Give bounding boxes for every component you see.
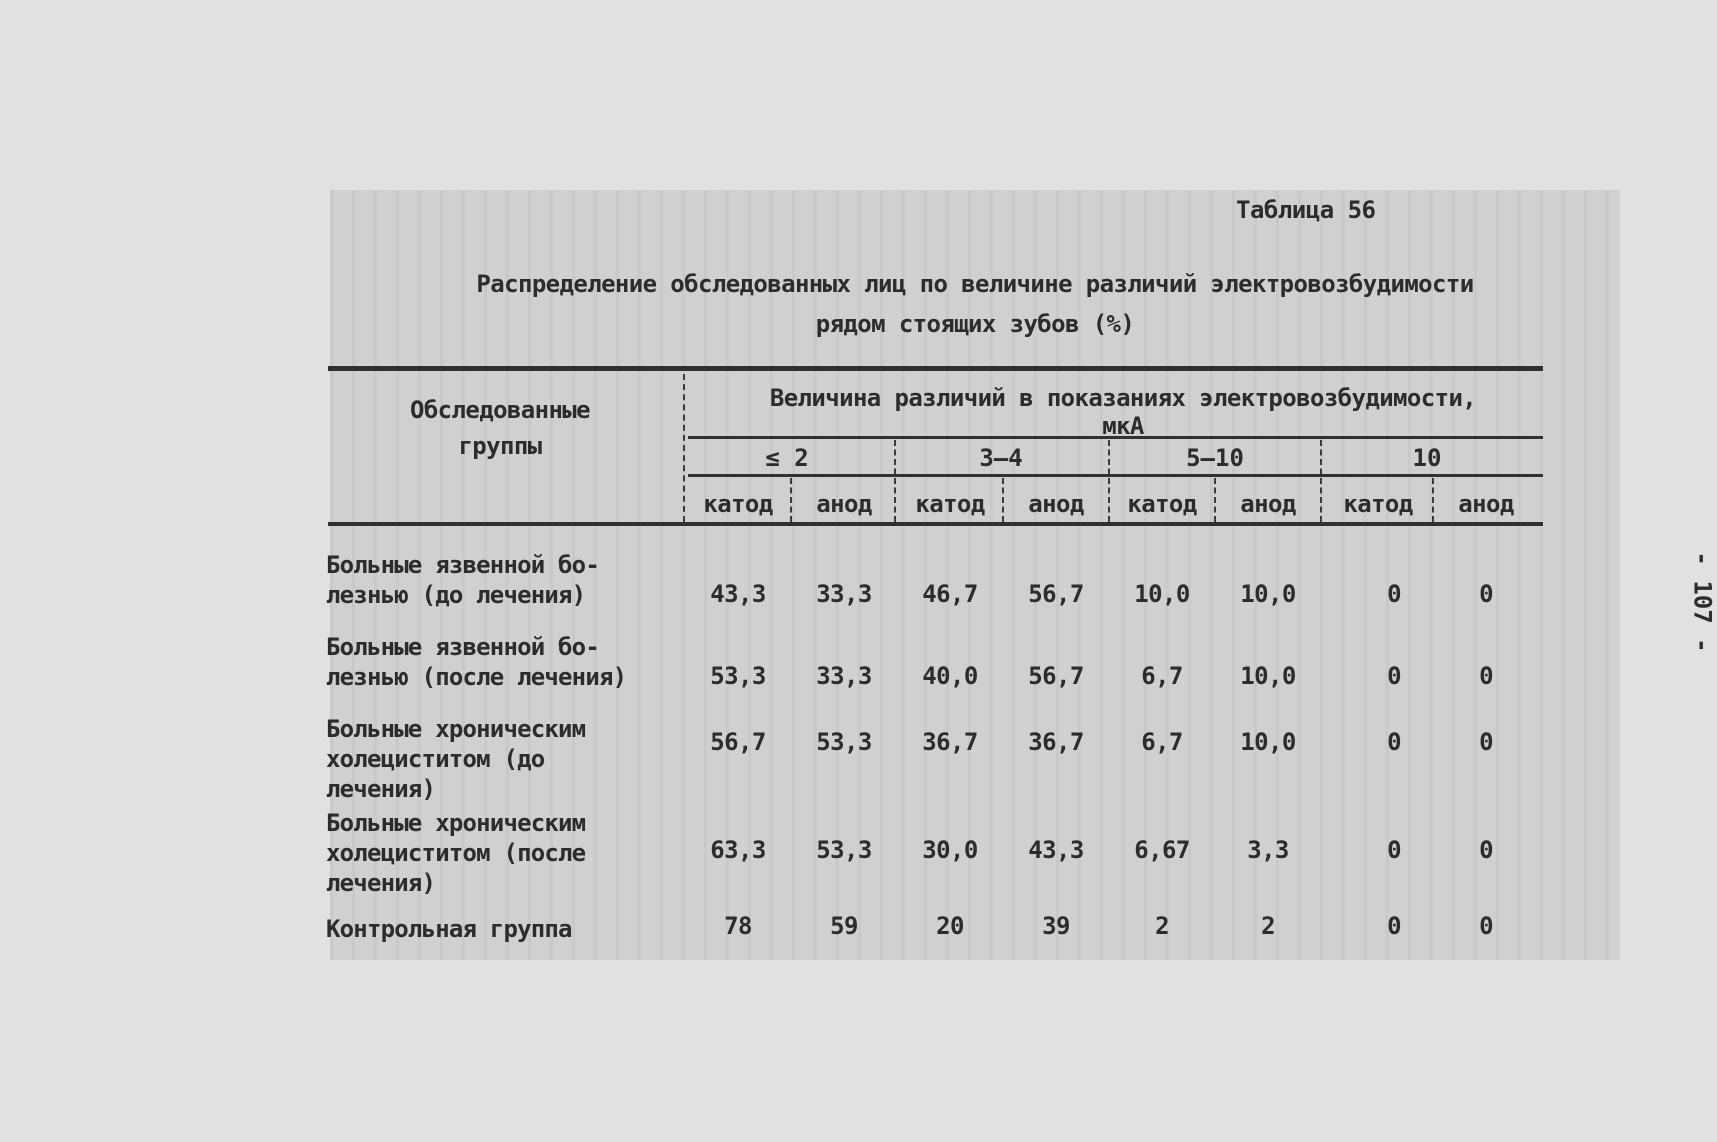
table-cell: 40,0 bbox=[922, 662, 978, 690]
subcol-header: катод bbox=[915, 490, 985, 518]
main-column-header: Величина различий в показаниях электровозбудимости, мкА bbox=[769, 384, 1477, 440]
table-cell: 30,0 bbox=[922, 836, 978, 864]
table-cell: 0 bbox=[1387, 728, 1401, 756]
table-cell: 36,7 bbox=[1028, 728, 1084, 756]
table-cell: 0 bbox=[1479, 580, 1493, 608]
range-header: 5–10 bbox=[1186, 444, 1244, 472]
header-bottom-rule bbox=[328, 522, 1543, 526]
table-cell: 56,7 bbox=[1028, 662, 1084, 690]
range-header: 3–4 bbox=[979, 444, 1023, 472]
table-cell: 10,0 bbox=[1134, 580, 1190, 608]
table-cell: 43,3 bbox=[1028, 836, 1084, 864]
row-label: Больные хроническим холециститом (после лечения) bbox=[326, 809, 586, 897]
table-cell: 56,7 bbox=[1028, 580, 1084, 608]
table-cell: 0 bbox=[1479, 836, 1493, 864]
subcol-header: анод bbox=[1458, 490, 1514, 518]
table-cell: 2 bbox=[1155, 912, 1169, 940]
table-cell: 53,3 bbox=[816, 836, 872, 864]
table-cell: 0 bbox=[1387, 912, 1401, 940]
table-cell: 10,0 bbox=[1240, 728, 1296, 756]
page-number: - 107 - bbox=[1688, 551, 1717, 653]
table-cell: 0 bbox=[1387, 580, 1401, 608]
table-cell: 0 bbox=[1479, 662, 1493, 690]
subcol-header: катод bbox=[1127, 490, 1197, 518]
table-cell: 0 bbox=[1387, 662, 1401, 690]
table-cell: 0 bbox=[1479, 912, 1493, 940]
row-label: Больные хроническим холециститом (до лечения) bbox=[326, 715, 586, 803]
table-cell: 39 bbox=[1042, 912, 1070, 940]
table-cell: 2 bbox=[1261, 912, 1275, 940]
subcol-header: анод bbox=[1240, 490, 1296, 518]
table-cell: 0 bbox=[1479, 728, 1493, 756]
table-cell: 6,67 bbox=[1134, 836, 1190, 864]
row-label: Больные язвенной бо- лезнью (после лечения) bbox=[326, 633, 627, 691]
table-cell: 78 bbox=[724, 912, 752, 940]
table-cell: 0 bbox=[1387, 836, 1401, 864]
row-label: Больные язвенной бо- лезнью (до лечения) bbox=[326, 551, 599, 609]
table-cell: 3,3 bbox=[1247, 836, 1289, 864]
table-cell: 46,7 bbox=[922, 580, 978, 608]
range-header: ≤ 2 bbox=[765, 444, 809, 472]
table-cell: 63,3 bbox=[710, 836, 766, 864]
table-cell: 10,0 bbox=[1240, 662, 1296, 690]
table-cell: 56,7 bbox=[710, 728, 766, 756]
row-label: Контрольная группа bbox=[326, 915, 572, 943]
subcol-header: катод bbox=[703, 490, 773, 518]
table-cell: 6,7 bbox=[1141, 728, 1183, 756]
subcol-header: анод bbox=[816, 490, 872, 518]
table-cell: 53,3 bbox=[816, 728, 872, 756]
table-title: Распределение обследованных лиц по величине различий электровозбудимости рядом стоящих зубов (%) bbox=[476, 270, 1474, 338]
group-column-header: Обследованные группы bbox=[409, 396, 591, 460]
table-cell: 36,7 bbox=[922, 728, 978, 756]
table-cell: 59 bbox=[830, 912, 858, 940]
range-header: 10 bbox=[1412, 444, 1442, 472]
table-caption: Таблица 56 bbox=[1236, 196, 1376, 224]
table-cell: 33,3 bbox=[816, 662, 872, 690]
subcol-header: анод bbox=[1028, 490, 1084, 518]
table-top-rule bbox=[328, 366, 1543, 371]
table-cell: 6,7 bbox=[1141, 662, 1183, 690]
subheader-rule bbox=[688, 474, 1543, 477]
table-cell: 20 bbox=[936, 912, 964, 940]
subcol-header: катод bbox=[1343, 490, 1413, 518]
table-cell: 10,0 bbox=[1240, 580, 1296, 608]
table-cell: 53,3 bbox=[710, 662, 766, 690]
table-cell: 43,3 bbox=[710, 580, 766, 608]
table-cell: 33,3 bbox=[816, 580, 872, 608]
